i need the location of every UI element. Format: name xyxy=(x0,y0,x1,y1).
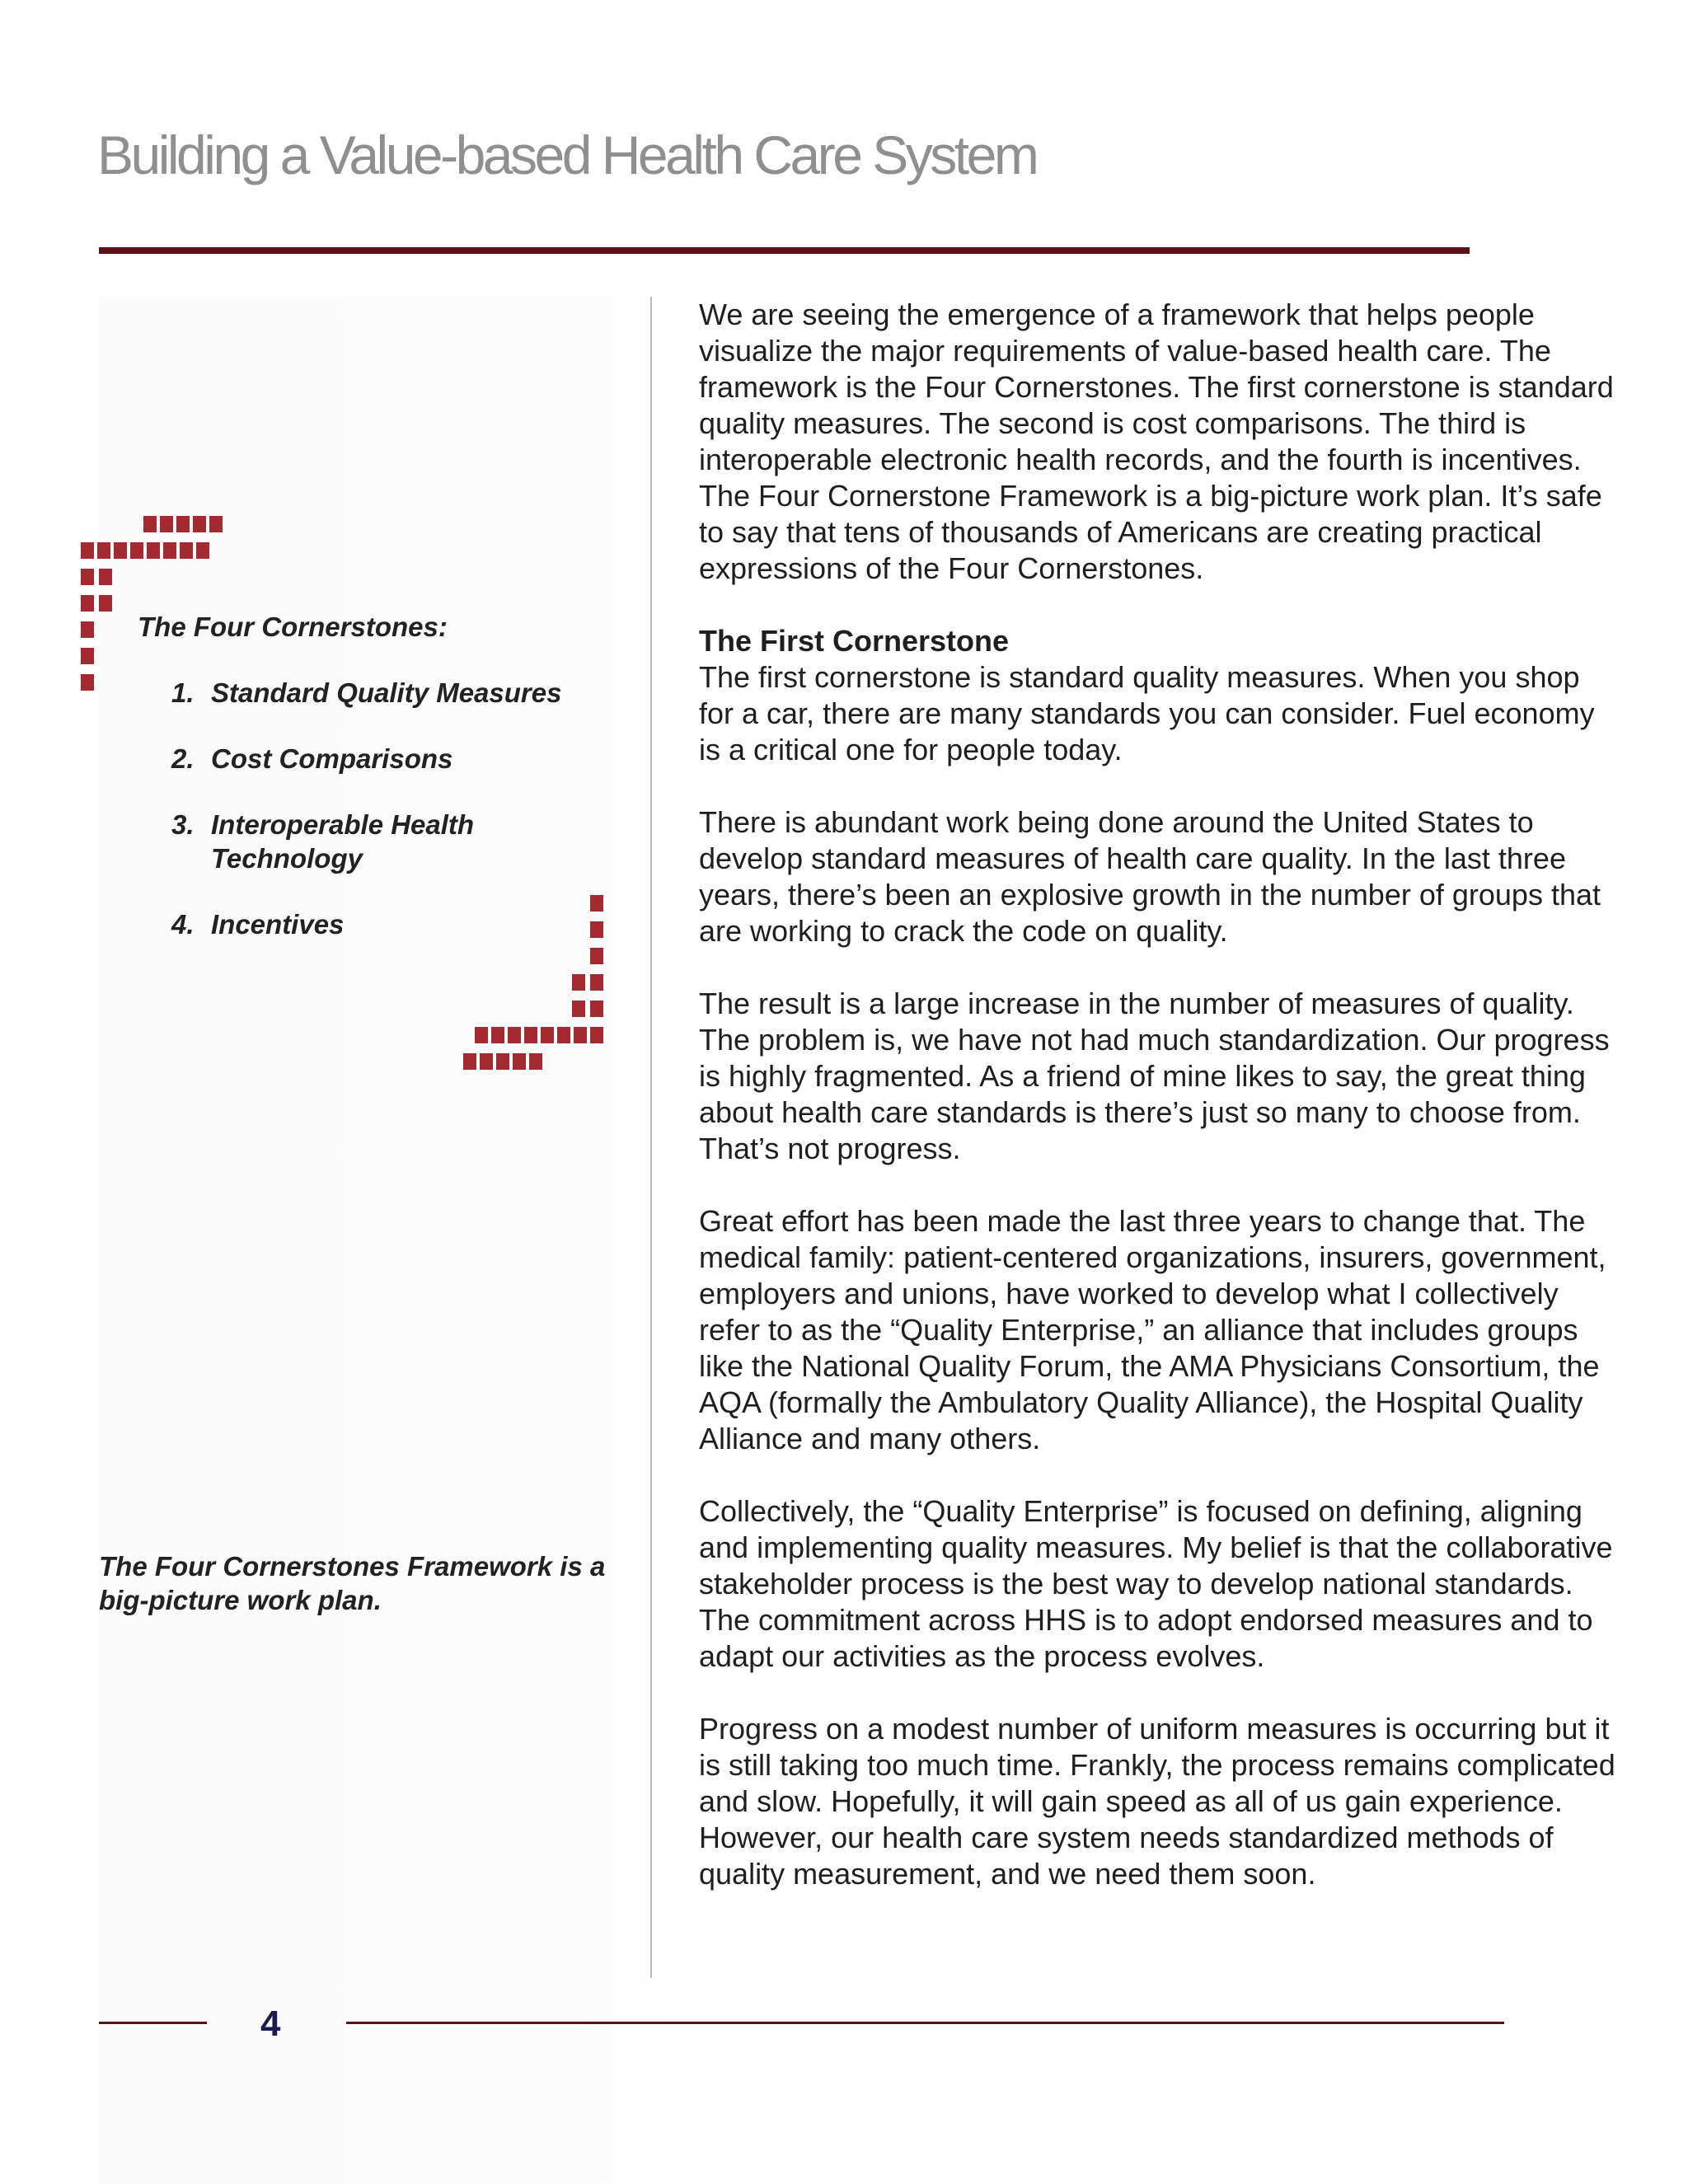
ornament-square xyxy=(513,1053,526,1070)
ornament-square xyxy=(209,516,223,532)
ornament-square xyxy=(590,895,603,912)
list-item-label: Cost Comparisons xyxy=(211,743,453,774)
list-item-number: 1. xyxy=(171,677,195,708)
list-item xyxy=(171,808,600,875)
body-paragraph: The first cornerstone is standard quality measures. When you shop for a car, there are many standards you can consider. Fuel economy is a critical one for people today. xyxy=(699,660,1595,766)
ornament-square xyxy=(99,569,112,585)
list-item-label: Interoperable Health Technology xyxy=(211,809,475,874)
pull-quote: The Four Cornerstones Framework is a big-picture work plan. xyxy=(99,1551,606,1615)
ornament-square xyxy=(81,542,94,559)
ornament-square xyxy=(590,1027,603,1043)
list-item-number: 3. xyxy=(171,809,195,840)
ornament-square xyxy=(130,542,143,559)
footer-rule-left xyxy=(99,2022,207,2024)
ornament-square xyxy=(81,648,94,664)
main-article xyxy=(699,297,1622,1929)
list-item-label: Standard Quality Measures xyxy=(211,677,562,708)
ornament-square xyxy=(97,542,110,559)
header-divider xyxy=(99,247,1470,254)
ornament-square xyxy=(81,621,94,638)
ornament-square xyxy=(176,516,190,532)
list-item-number: 4. xyxy=(171,909,195,940)
cornerstones-list xyxy=(171,676,600,973)
footer-rule-right xyxy=(346,2022,1504,2024)
ornament-square xyxy=(196,542,209,559)
ornament-square xyxy=(496,1053,509,1070)
ornament-square xyxy=(524,1027,537,1043)
ornament-square xyxy=(491,1027,504,1043)
ornament-square xyxy=(590,948,603,964)
ornament-square xyxy=(590,921,603,938)
intro-paragraph: We are seeing the emergence of a framework that helps people visualize the major requirements of value-based health care. The framework is the Four Cornerstones. The first cornerstone is standard quality measures. The second is cost comparisons. The third is interoperable electronic health records, and the fourth is incentives. The Four Cornerstone Framework is a big-picture work plan. It’s safe to say that tens of thousands of Americans are creating practical expressions of the Four Cornerstones. xyxy=(699,298,1614,585)
ornament-square xyxy=(81,569,94,585)
ornament-square xyxy=(574,1027,587,1043)
list-item-label: Incentives xyxy=(211,909,345,940)
ornament-square xyxy=(81,595,94,612)
ornament-square xyxy=(81,674,94,691)
ornament-square xyxy=(143,516,157,532)
list-item xyxy=(171,676,600,710)
list-item xyxy=(171,907,600,941)
ornament-square xyxy=(114,542,127,559)
body-paragraph: Collectively, the “Quality Enterprise” is focused on defining, aligning and implementing quality measures. My belief is that the collaborative stakeholder process is the best way to develop national standards. The commitment across HHS is to adopt endorsed measures and to adapt our activities as the process evolves. xyxy=(699,1494,1613,1673)
ornament-square xyxy=(480,1053,493,1070)
list-item-number: 2. xyxy=(171,743,195,774)
ornament-square xyxy=(572,1001,585,1017)
ornament-square xyxy=(180,542,193,559)
cornerstones-heading: The Four Cornerstones: xyxy=(138,612,448,642)
body-paragraph: Great effort has been made the last three years to change that. The medical family: patient-centered organizations, insurers, government, employers and unions, have worked to develop what I collectively refer to as the “Quality Enterprise,” an alliance that includes groups like the National Quality Forum, the AMA Physicians Consortium, the AQA (formally the Ambulatory Quality Alliance), the Hospital Quality Alliance and many others. xyxy=(699,1204,1606,1455)
body-paragraph: Progress on a modest number of uniform measures is occurring but it is still taking too much time. Frankly, the process remains complicated and slow. Hopefully, it will gain speed as all of us gain experience. However, our health care system needs standardized methods of quality measurement, and we need them soon. xyxy=(699,1712,1615,1891)
ornament-square xyxy=(541,1027,554,1043)
section-heading: The First Cornerstone xyxy=(699,624,1010,658)
ornament-square xyxy=(147,542,160,559)
ornament-square xyxy=(557,1027,570,1043)
ornament-square xyxy=(529,1053,542,1070)
ornament-square xyxy=(590,974,603,991)
ornament-square xyxy=(160,516,173,532)
ornament-square xyxy=(475,1027,488,1043)
ornament-square xyxy=(508,1027,521,1043)
ornament-square xyxy=(163,542,176,559)
ornament-square xyxy=(463,1053,476,1070)
ornament-square xyxy=(99,595,112,612)
sidebar-background xyxy=(99,297,659,2184)
ornament-square xyxy=(572,974,585,991)
page-number: 4 xyxy=(260,2004,281,2044)
ornament-square xyxy=(193,516,206,532)
ornament-square xyxy=(590,1001,603,1017)
column-divider xyxy=(650,297,652,1978)
body-paragraph: There is abundant work being done around the United States to develop standard measures of health care quality. In the last three years, there’s been an explosive growth in the number of groups that are working to crack the code on quality. xyxy=(699,805,1601,948)
page-title: Building a Value-based Health Care System xyxy=(97,124,1037,185)
body-paragraph: The result is a large increase in the number of measures of quality. The problem is, we have not had much standardization. Our progress is highly fragmented. As a friend of mine likes to say, the great thing about health care standards is there’s just so many to choose from. That’s not progress. xyxy=(699,987,1610,1165)
list-item xyxy=(171,742,600,776)
